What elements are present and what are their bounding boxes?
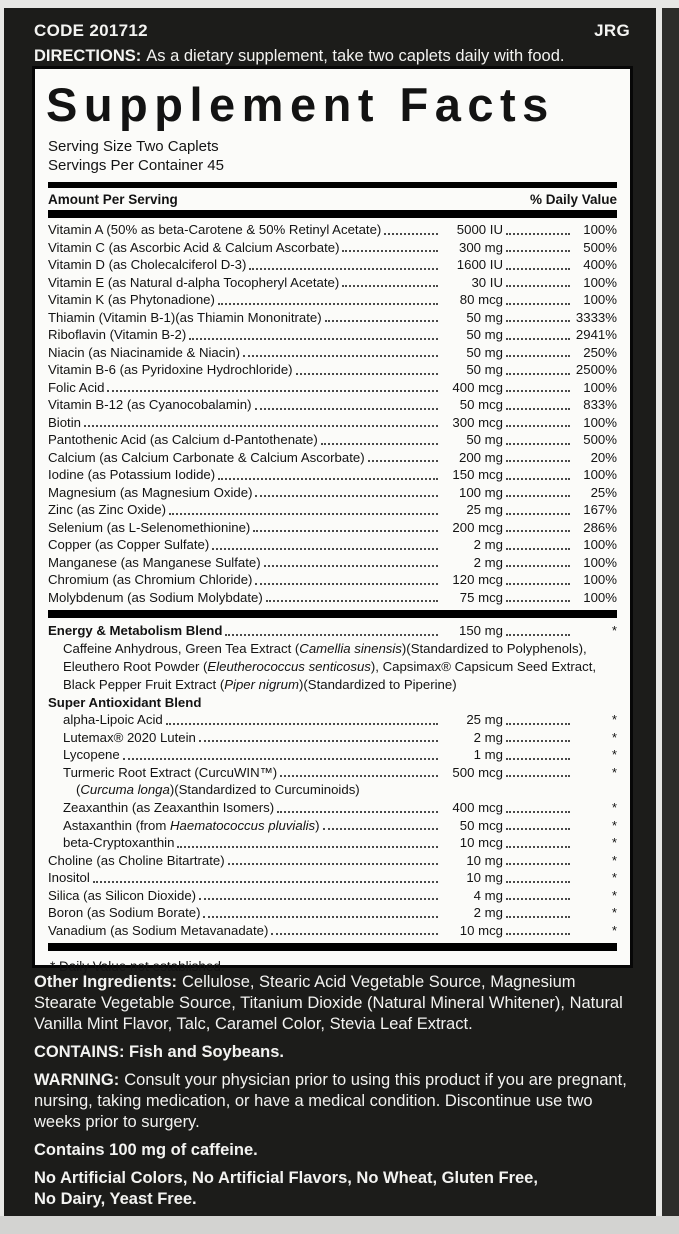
nutrient-daily-value: 25% [590,484,617,500]
nutrient-daily-value: 100% [583,222,617,237]
nutrient-row [48,466,617,484]
nutrient-daily-value: 833% [583,397,617,412]
nutrient-daily-value: 100% [583,414,617,430]
nutrient-daily-value: * [611,729,617,745]
dotted-leader [506,355,570,357]
latin-name: Haematococcus pluvialis [170,817,316,833]
nutrient-name: Molybdenum (as Sodium Molybdate) [48,589,263,605]
dotted-leader [506,320,570,322]
claims-line-2: No Dairy, Yeast Free. [34,1190,197,1208]
nutrient-row [48,449,617,467]
dotted-leader [506,373,570,375]
nutrient-row [48,501,617,519]
dotted-leader [506,916,570,918]
photo-edge-right [662,8,679,1216]
dotted-leader [218,303,438,305]
directions-text: As a dietary supplement, take two caplets daily with food. [146,47,565,65]
directions [34,47,630,66]
dotted-leader [506,530,570,532]
nutrient-amount: 500 mcg [452,764,503,780]
nutrient-daily-value: * [611,887,617,903]
nutrient-amount: 2 mg [473,905,503,920]
nutrient-name: Folic Acid [48,379,105,395]
nutrient-daily-value: * [611,712,617,727]
nutrient-amount: 1 mg [473,747,503,762]
dotted-leader [323,828,438,830]
nutrient-row [48,571,617,589]
dotted-leader [506,478,570,480]
nutrient-row [48,379,617,397]
label-header [4,8,656,66]
nutrient-daily-value: * [611,623,617,638]
nutrient-name: Calcium (as Calcium Carbonate & Calcium Ascorbate) [48,449,365,465]
nutrient-row [48,396,617,414]
dotted-leader [277,811,438,813]
dotted-leader [93,881,438,883]
nutrient-amount: 5000 IU [456,222,503,237]
latin-name: Camellia sinensis [299,640,402,656]
dotted-leader [506,583,570,585]
nutrient-amount: 50 mg [466,362,503,377]
nutrient-name: Selenium (as L-Selenomethionine) [48,519,251,535]
nutrient-amount: 4 mg [473,887,503,903]
nutrient-amount: 50 mcg [459,397,503,412]
dotted-leader [199,898,438,900]
nutrient-name: Vitamin E (as Natural d-alpha Tocopheryl Acetate) [48,274,340,290]
dotted-leader [177,846,438,848]
dotted-leader [271,933,438,935]
caffeine-statement: Contains 100 mg of caffeine. [34,1141,258,1159]
nutrient-row [48,431,617,449]
nutrient-amount: 150 mcg [452,467,503,482]
nutrient-daily-value: 167% [583,502,617,517]
ingredient-note [48,640,617,658]
dotted-leader [280,775,438,777]
section-divider [48,610,617,618]
nutrient-name: Thiamin (Vitamin B-1)(as Thiamin Mononitrate) [48,309,322,325]
nutrient-amount: 200 mcg [452,519,503,535]
dotted-leader [321,443,438,445]
nutrient-row [48,519,617,537]
directions-label: DIRECTIONS: [34,47,142,65]
nutrient-name: Pantothenic Acid (as Calcium d-Pantothenate) [48,432,318,447]
dotted-leader [506,898,570,900]
column-amount-per-serving: Amount Per Serving [48,192,178,207]
dotted-leader [189,338,438,340]
nutrient-name: Manganese (as Manganese Sulfate) [48,554,261,570]
dotted-leader [342,250,438,252]
nutrient-name: Vitamin B-6 (as Pyridoxine Hydrochloride) [48,362,293,377]
nutrient-daily-value: 100% [583,274,617,290]
nutrient-amount: 10 mg [466,852,503,868]
nutrient-row [48,817,617,835]
nutrient-name: Copper (as Copper Sulfate) [48,537,210,552]
latin-name: Curcuma longa [80,782,170,797]
nutrient-amount: 50 mg [466,327,503,342]
text-segment: )(Standardized to Polyphenols), [401,640,587,656]
nutrient-amount: 120 mcg [452,572,503,587]
nutrient-daily-value: * [611,870,617,885]
nutrient-daily-value: * [611,922,617,938]
column-headers [48,188,617,210]
ingredient-note [48,781,617,799]
nutrient-amount: 2 mg [473,537,503,552]
product-code: CODE 201712 [34,21,148,40]
warning [34,1070,635,1133]
nutrient-daily-value: 100% [583,467,617,482]
other-ingredients [34,972,635,1035]
nutrient-name: Vitamin K (as Phytonadione) [48,292,215,307]
servings-per-container: Servings Per Container 45 [48,157,224,174]
text-segment: ), Capsimax® Capsicum Seed Extract, [370,658,597,674]
nutrient-daily-value: * [611,817,617,833]
nutrient-row [48,869,617,887]
dotted-leader [506,881,570,883]
dotted-leader [342,285,438,287]
dotted-leader [255,583,438,585]
text-segment: ) [315,817,320,833]
nutrient-row [48,746,617,764]
nutrient-name: Lycopene [63,747,120,762]
dotted-leader [506,513,570,515]
label-bottom-text [34,972,635,1210]
dotted-leader [506,233,570,235]
nutrient-daily-value: * [611,852,617,868]
dotted-leader [255,495,438,497]
warning-label: WARNING: [34,1071,120,1089]
nutrient-row [48,764,617,782]
warning-text: Consult your physician prior to using this product if you are pregnant, nursing, taking medication, or have a medical condition. Discontinue use two weeks prior to surgery. [34,1071,627,1131]
nutrient-row [48,589,617,607]
dotted-leader [296,373,438,375]
nutrient-amount: 80 mcg [459,292,503,307]
dotted-leader [506,338,570,340]
nutrient-daily-value: 2941% [575,327,617,342]
nutrient-amount: 25 mg [466,502,503,517]
dotted-leader [384,233,438,235]
nutrient-daily-value: 286% [583,519,617,535]
nutrient-row [48,326,617,344]
text-segment: Astaxanthin (from [63,817,171,833]
nutrient-amount: 25 mg [466,712,503,727]
nutrient-daily-value: * [611,800,617,815]
nutrient-name: Iodine (as Potassium Iodide) [48,467,216,482]
nutrient-row [48,221,617,239]
text-segment: )(Standardized to Curcuminoids) [169,782,360,797]
nutrient-name: Chromium (as Chromium Chloride) [48,572,253,587]
nutrient-name: Niacin (as Niacinamide & Niacin) [48,344,241,360]
nutrient-daily-value: 100% [583,572,617,587]
code-row [34,21,630,41]
dotted-leader [169,513,438,515]
nutrient-name: Riboflavin (Vitamin B-2) [48,327,187,342]
nutrient-amount: 200 mg [459,449,503,465]
claims [34,1168,635,1210]
nutrient-row [48,274,617,292]
nutrient-amount: 100 mg [459,484,503,500]
nutrient-name [63,817,320,835]
nutrient-daily-value: 2500% [575,362,617,377]
panel-title: Supplement Facts [46,78,555,131]
text-segment: Caffeine Anhydrous, Green Tea Extract ( [63,640,300,656]
serving-size: Serving Size Two Caplets [48,138,219,155]
dotted-leader [212,548,438,550]
dotted-leader [253,530,438,532]
nutrient-name: Turmeric Root Extract (CurcuWIN™) [63,764,278,780]
nutrient-daily-value: 20% [590,449,617,465]
nutrient-name: Inositol [48,870,90,885]
section-divider [48,943,617,951]
dotted-leader [166,723,438,725]
dotted-leader [506,390,570,392]
nutrient-name: Zinc (as Zinc Oxide) [48,502,166,517]
nutrient-daily-value: * [611,835,617,850]
dotted-leader [264,565,438,567]
contains-statement: CONTAINS: Fish and Soybeans. [34,1043,284,1061]
nutrient-amount: 50 mg [466,344,503,360]
dotted-leader [506,565,570,567]
latin-name: Eleutherococcus senticosus [207,658,371,674]
nutrient-daily-value: 400% [583,257,617,272]
supplement-label [4,8,656,1216]
dotted-leader [218,478,438,480]
nutrient-row [48,361,617,379]
nutrient-name: Super Antioxidant Blend [48,694,202,710]
nutrient-name: alpha-Lipoic Acid [63,712,163,727]
nutrient-row [48,711,617,729]
dotted-leader [506,495,570,497]
nutrient-name: Lutemax® 2020 Lutein [63,729,196,745]
nutrient-name: Biotin [48,414,81,430]
claims-line-1: No Artificial Colors, No Artificial Flavors, No Wheat, Gluten Free, [34,1169,538,1187]
latin-name: Piper nigrum [224,676,299,692]
nutrient-daily-value: 100% [583,554,617,570]
text-segment: )(Standardized to Piperine) [299,676,457,692]
photo-edge-bottom [0,1216,679,1234]
text-segment: Black Pepper Fruit Extract ( [63,676,225,692]
dotted-leader [506,268,570,270]
dotted-leader [203,916,438,918]
nutrient-amount: 50 mg [466,432,503,447]
nutrient-row [48,291,617,309]
dotted-leader [325,320,438,322]
nutrient-name: Vitamin C (as Ascorbic Acid & Calcium Ascorbate) [48,239,340,255]
dotted-leader [506,303,570,305]
nutrient-row [48,904,617,922]
nutrient-daily-value: 100% [583,537,617,552]
nutrient-row [48,834,617,852]
dotted-leader [368,460,438,462]
nutrient-name: Vitamin D (as Cholecalciferol D-3) [48,257,247,272]
nutrient-amount: 10 mg [466,870,503,885]
dotted-leader [506,250,570,252]
nutrient-daily-value: * [611,905,617,920]
nutrient-row [48,729,617,747]
nutrient-amount: 2 mg [473,554,503,570]
dotted-leader [506,460,570,462]
dotted-leader [249,268,438,270]
nutrient-amount: 300 mg [459,239,503,255]
nutrient-daily-value: 3333% [575,309,617,325]
nutrient-amount: 400 mcg [452,800,503,815]
nutrient-amount: 150 mg [459,623,503,638]
dotted-leader [243,355,438,357]
nutrient-daily-value: 250% [583,344,617,360]
nutrient-daily-value: 500% [583,432,617,447]
ingredient-note [48,676,617,694]
nutrient-daily-value: 500% [583,239,617,255]
nutrient-name: Boron (as Sodium Borate) [48,905,201,920]
nutrient-daily-value: * [611,764,617,780]
dotted-leader [107,390,438,392]
nutrient-row [48,622,617,640]
supplement-facts-panel [32,66,633,974]
dotted-leader [225,634,438,636]
nutrient-row [48,344,617,362]
nutrient-row [48,536,617,554]
nutrient-row [48,887,617,905]
nutrient-amount: 10 mcg [459,922,503,938]
text-segment: ( [76,782,81,797]
nutrient-daily-value: 100% [583,589,617,605]
dotted-leader [506,408,570,410]
nutrient-row [48,922,617,940]
dotted-leader [199,740,438,742]
dotted-leader [228,863,438,865]
nutrient-name: Energy & Metabolism Blend [48,623,223,638]
nutrient-row [48,554,617,572]
nutrient-amount: 400 mcg [452,379,503,395]
dotted-leader [506,443,570,445]
nutrient-name: Silica (as Silicon Dioxide) [48,887,197,903]
dotted-leader [506,740,570,742]
dotted-leader [506,775,570,777]
nutrient-row [48,694,617,712]
nutrient-amount: 50 mcg [459,817,503,833]
dotted-leader [506,600,570,602]
nutrient-row [48,414,617,432]
nutrient-row [48,799,617,817]
dotted-leader [506,811,570,813]
nutrient-amount: 300 mcg [452,414,503,430]
nutrient-name: Magnesium (as Magnesium Oxide) [48,484,253,500]
other-ingredients-text: Cellulose, Stearic Acid Vegetable Source, Magnesium Stearate Vegetable Source, Titanium Dioxide (Natural Mineral Whitener), Natural Vanilla Mint Flavor, Talc, Caramel Color, Stevia Leaf Extract. [34,973,623,1033]
dotted-leader [255,408,438,410]
dotted-leader [506,425,570,427]
nutrient-daily-value: 100% [583,379,617,395]
dotted-leader [506,285,570,287]
dotted-leader [506,828,570,830]
nutrient-row [48,309,617,327]
dotted-leader [506,548,570,550]
nutrient-row [48,239,617,257]
nutrient-name: Vitamin A (50% as beta-Carotene & 50% Retinyl Acetate) [48,222,382,237]
nutrient-daily-value: 100% [583,292,617,307]
dotted-leader [266,600,438,602]
other-ingredients-label: Other Ingredients: [34,973,178,991]
nutrient-row [48,256,617,274]
rule-thick [48,210,617,218]
nutrient-amount: 30 IU [471,274,503,290]
dotted-leader [506,758,570,760]
nutrient-amount: 10 mcg [459,835,503,850]
ingredient-note [48,658,617,676]
nutrient-amount: 2 mg [473,729,503,745]
nutrient-row [48,484,617,502]
nutrient-name: beta-Cryptoxanthin [63,835,175,850]
nutrient-name: Vitamin B-12 (as Cyanocobalamin) [48,397,252,412]
dotted-leader [506,634,570,636]
nutrient-name: Choline (as Choline Bitartrate) [48,852,225,868]
dotted-leader [123,758,438,760]
dotted-leader [506,846,570,848]
column-daily-value: % Daily Value [529,192,617,207]
dotted-leader [506,933,570,935]
dotted-leader [506,723,570,725]
nutrient-rows [48,221,617,951]
dotted-leader [84,425,438,427]
nutrient-daily-value: * [611,747,617,762]
text-segment: Eleuthero Root Powder ( [63,658,208,674]
print-tag: JRG [594,21,630,40]
nutrient-row [48,852,617,870]
nutrient-amount: 1600 IU [456,257,503,272]
nutrient-amount: 50 mg [466,309,503,325]
nutrient-amount: 75 mcg [459,589,503,605]
dotted-leader [506,863,570,865]
daily-value-footnote: * Daily Value not established. [50,959,225,974]
nutrient-name: Zeaxanthin (as Zeaxanthin Isomers) [63,800,275,815]
nutrient-name: Vanadium (as Sodium Metavanadate) [48,922,269,938]
